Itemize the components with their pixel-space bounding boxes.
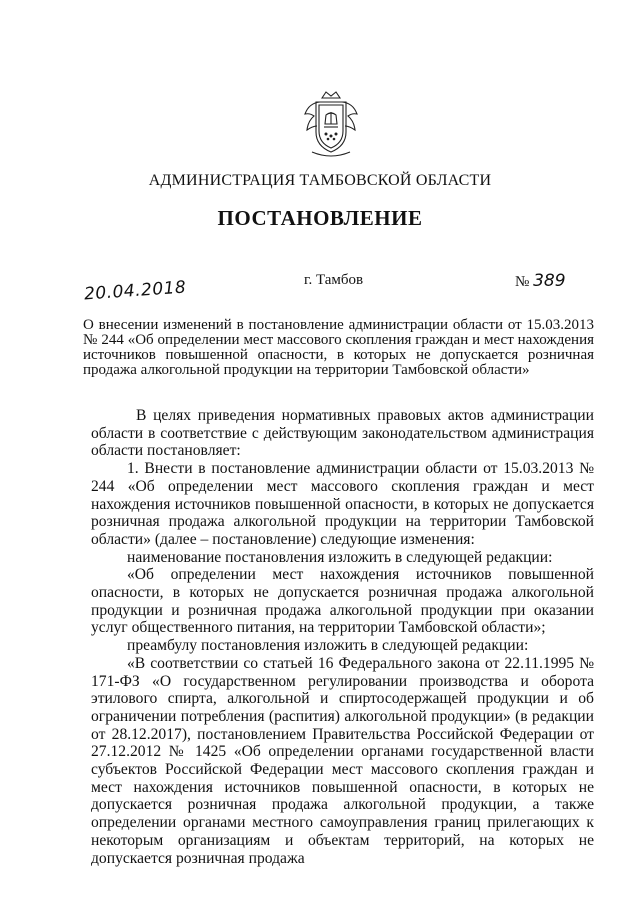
body-paragraph: «Об определении мест нахождения источников повышенной опасности, в которых не допускается розничная продажа алкогольной продукции и розничная продажа алкогольной продукции при оказании услуг общественного питания, на территории Тамбовской области»; [91, 566, 594, 637]
number-value: 389 [533, 271, 566, 291]
body-paragraph: В целях приведения нормативных правовых актов администрации области в соответствие с действующим законодательством администрация области постановляет: [91, 407, 594, 460]
document-type: ПОСТАНОВЛЕНИЕ [217, 206, 423, 230]
body-paragraph: наименование постановления изложить в следующей редакции: [127, 548, 553, 566]
organization-name: АДМИНИСТРАЦИЯ ТАМБОВСКОЙ ОБЛАСТИ [148, 172, 492, 189]
document-body [91, 407, 594, 867]
coat-of-arms-icon [300, 88, 362, 158]
number-prefix: № [515, 274, 530, 290]
document-number [515, 271, 566, 291]
document-date: 20.04.2018 [83, 277, 187, 305]
body-paragraph: 1. Внести в постановление администрации области от 15.03.2013 № 244 «Об определении мест массового скопления граждан и мест нахождения источников повышенной опасности, в которых не допускается розничная продажа алкогольной продукции на территории Тамбовской области» (далее – постановление) следующие изменения: [91, 460, 594, 548]
body-paragraph: «В соответствии со статьей 16 Федерального закона от 22.11.1995 № 171-ФЗ «О государственном регулировании производства и оборота этилового спирта, алкогольной и спиртосодержащей продукции и об ограничении потребления (распития) алкогольной продукции» (в редакции от 28.12.2017), постановлением Правительства Российской Федерации от 27.12.2012 № 1425 «Об определении органами государственной власти субъектов Российской Федерации мест массового скопления граждан и мест нахождения источников повышенной опасности, в которых не допускается розничная продажа алкогольной продукции, а также определении органами местного самоуправления границ прилегающих к некоторым организациям и объектам территорий, на которых не допускается розничная продажа [91, 654, 594, 867]
body-paragraph: преамбулу постановления изложить в следующей редакции: [127, 637, 529, 655]
document-city: г. Тамбов [304, 272, 364, 288]
document-subject: О внесении изменений в постановление администрации области от 15.03.2013 № 244 «Об определении мест массового скопления граждан и мест нахождения источников повышенной опасности, в которых не допускается розничная продажа алкогольной продукции на территории Тамбовской области» [83, 317, 594, 378]
